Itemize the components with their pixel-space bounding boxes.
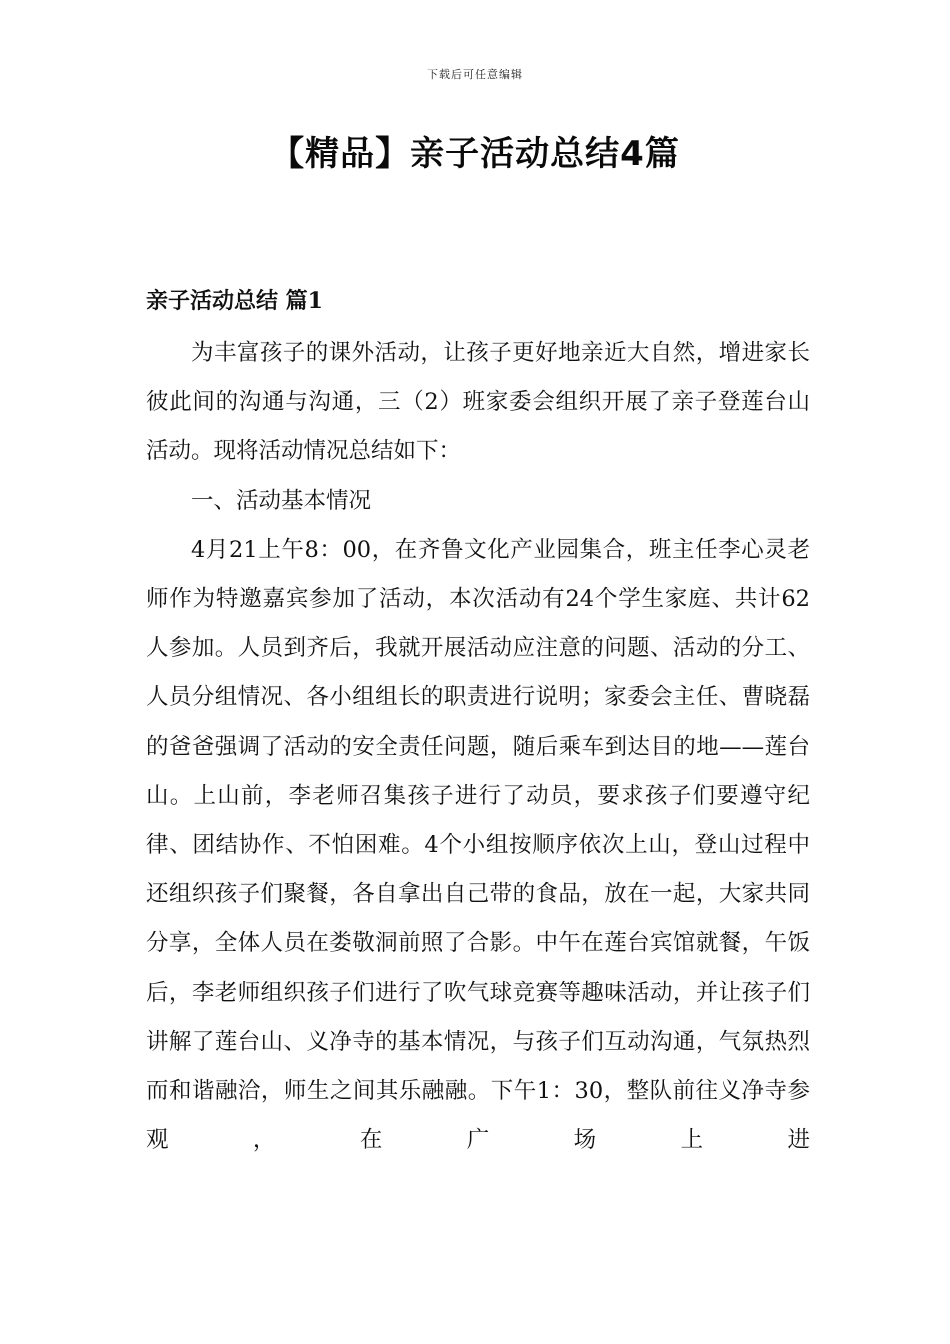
- paragraph-subheading: 一、活动基本情况: [191, 487, 372, 514]
- document-body: [146, 329, 810, 1165]
- paragraph-intro: 为丰富孩子的课外活动，让孩子更好地亲近大自然，增进家长彼此间的沟通与沟通，三（2）班家委会组织开展了亲子登莲台山活动。现将活动情况总结如下：: [146, 340, 810, 465]
- section-heading: 亲子活动总结 篇1: [146, 288, 323, 314]
- header-note: 下载后可任意编辑: [427, 68, 523, 81]
- paragraph-activity-details: 4月21上午8：00，在齐鲁文化产业园集合，班主任李心灵老师作为特邀嘉宾参加了活动，本次活动有24个学生家庭、共计62人参加。人员到齐后，我就开展活动应注意的问题、活动的分工、人员分组情况、各小组组长的职责进行说明；家委会主任、曹晓磊的爸爸强调了活动的安全责任问题，随后乘车到达目的地——莲台山。上山前，李老师召集孩子进行了动员，要求孩子们要遵守纪律、团结协作、不怕困难。4个小组按顺序依次上山，登山过程中还组织孩子们聚餐，各自拿出自己带的食品，放在一起，大家共同分享，全体人员在娄敬洞前照了合影。中午在莲台宾馆就餐，午饭后，李老师组织孩子们进行了吹气球竞赛等趣味活动，并让孩子们讲解了莲台山、义净寺的基本情况，与孩子们互动沟通，气氛热烈而和谐融洽，师生之间其乐融融。下午1：30，整队前往义净寺参观，在广场上进: [146, 536, 810, 1154]
- document-title: 【精品】亲子活动总结4篇: [270, 134, 680, 174]
